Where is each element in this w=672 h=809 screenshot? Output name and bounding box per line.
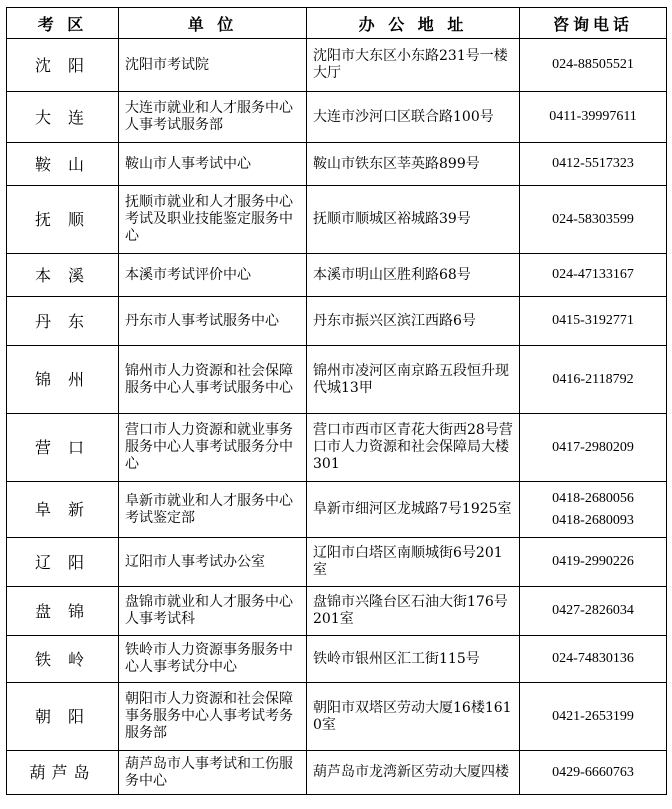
table-row [7, 538, 667, 587]
region-cell: 丹 东 [7, 297, 119, 346]
region-cell: 鞍 山 [7, 143, 119, 186]
table-row [7, 39, 667, 92]
unit-cell: 大连市就业和人才服务中心人事考试服务部 [119, 92, 307, 143]
address-cell: 铁岭市银州区汇工街115号 [307, 636, 520, 683]
phone-number: 0416-2118792 [552, 371, 634, 387]
exam-center-table [6, 7, 667, 795]
phone-number: 0421-2653199 [552, 708, 634, 724]
unit-cell: 沈阳市考试院 [119, 39, 307, 92]
region-cell: 锦 州 [7, 346, 119, 414]
phone-cell [520, 143, 667, 186]
unit-cell: 阜新市就业和人才服务中心考试鉴定部 [119, 482, 307, 538]
address-cell: 丹东市振兴区滨江西路6号 [307, 297, 520, 346]
unit-cell: 葫芦岛市人事考试和工伤服务中心 [119, 751, 307, 795]
table-body [7, 39, 667, 795]
table-row [7, 92, 667, 143]
unit-cell: 盘锦市就业和人才服务中心人事考试科 [119, 587, 307, 636]
phone-cell [520, 297, 667, 346]
header-region: 考 区 [7, 8, 119, 39]
region-cell: 盘 锦 [7, 587, 119, 636]
region-cell: 本 溪 [7, 254, 119, 297]
address-cell: 阜新市细河区龙城路7号1925室 [307, 482, 520, 538]
region-cell: 营 口 [7, 414, 119, 482]
address-cell: 盘锦市兴隆台区石油大街176号201室 [307, 587, 520, 636]
table-row [7, 414, 667, 482]
table-row [7, 636, 667, 683]
unit-cell: 营口市人力资源和就业事务服务中心人事考试服务分中心 [119, 414, 307, 482]
unit-cell: 丹东市人事考试服务中心 [119, 297, 307, 346]
table-row [7, 297, 667, 346]
phone-number: 0412-5517323 [552, 156, 634, 171]
address-cell: 本溪市明山区胜利路68号 [307, 254, 520, 297]
region-cell: 朝 阳 [7, 683, 119, 751]
phone-number: 0419-2990226 [552, 554, 634, 569]
phone-cell [520, 751, 667, 795]
address-cell: 沈阳市大东区小东路231号一楼大厅 [307, 39, 520, 92]
unit-cell: 辽阳市人事考试办公室 [119, 538, 307, 587]
header-address: 办 公 地 址 [307, 8, 520, 39]
table-row [7, 186, 667, 254]
phone-number: 024-88505521 [552, 57, 634, 72]
unit-cell: 锦州市人力资源和社会保障服务中心人事考试服务中心 [119, 346, 307, 414]
address-cell: 朝阳市双塔区劳动大厦16楼1610室 [307, 683, 520, 751]
phone-number: 0429-6660763 [552, 764, 634, 780]
table-row [7, 143, 667, 186]
phone-cell [520, 636, 667, 683]
unit-cell: 本溪市考试评价中心 [119, 254, 307, 297]
phone-cell [520, 683, 667, 751]
phone-number: 024-47133167 [552, 267, 634, 282]
header-row [7, 8, 667, 39]
table-row [7, 751, 667, 795]
region-cell: 葫芦岛 [7, 751, 119, 795]
phone-cell [520, 92, 667, 143]
phone-cell [520, 186, 667, 254]
unit-cell: 朝阳市人力资源和社会保障事务服务中心人事考试考务服务部 [119, 683, 307, 751]
phone-number: 0415-3192771 [552, 313, 634, 328]
region-cell: 沈 阳 [7, 39, 119, 92]
address-cell: 抚顺市顺城区裕城路39号 [307, 186, 520, 254]
phone-cell [520, 39, 667, 92]
phone-number: 0417-2980209 [552, 439, 634, 455]
phone-cell [520, 538, 667, 587]
header-unit: 单 位 [119, 8, 307, 39]
region-cell: 铁 岭 [7, 636, 119, 683]
address-cell: 辽阳市白塔区南顺城街6号201室 [307, 538, 520, 587]
region-cell: 辽 阳 [7, 538, 119, 587]
table-row [7, 587, 667, 636]
phone-number: 0418-2680093 [552, 512, 634, 528]
region-cell: 阜 新 [7, 482, 119, 538]
phone-cell [520, 254, 667, 297]
address-cell: 营口市西市区青花大街西28号营口市人力资源和社会保障局大楼301 [307, 414, 520, 482]
unit-cell: 铁岭市人力资源事务服务中心人事考试分中心 [119, 636, 307, 683]
header-phone: 咨询电话 [520, 8, 667, 39]
table-row [7, 683, 667, 751]
table-row [7, 482, 667, 538]
address-cell: 大连市沙河口区联合路100号 [307, 92, 520, 143]
phone-number: 024-74830136 [552, 651, 634, 666]
unit-cell: 鞍山市人事考试中心 [119, 143, 307, 186]
phone-number: 0411-39997611 [549, 109, 637, 124]
address-cell: 锦州市凌河区南京路五段恒升现代城13甲 [307, 346, 520, 414]
phone-cell [520, 482, 667, 538]
table-row [7, 254, 667, 297]
phone-cell [520, 414, 667, 482]
table-row [7, 346, 667, 414]
phone-number: 0427-2826034 [552, 603, 634, 618]
address-cell: 鞍山市铁东区莘英路899号 [307, 143, 520, 186]
phone-number: 0418-2680056 [552, 490, 634, 506]
region-cell: 抚 顺 [7, 186, 119, 254]
phone-cell [520, 587, 667, 636]
address-cell: 葫芦岛市龙湾新区劳动大厦四楼 [307, 751, 520, 795]
region-cell: 大 连 [7, 92, 119, 143]
phone-number: 024-58303599 [552, 211, 634, 227]
unit-cell: 抚顺市就业和人才服务中心考试及职业技能鉴定服务中心 [119, 186, 307, 254]
phone-cell [520, 346, 667, 414]
